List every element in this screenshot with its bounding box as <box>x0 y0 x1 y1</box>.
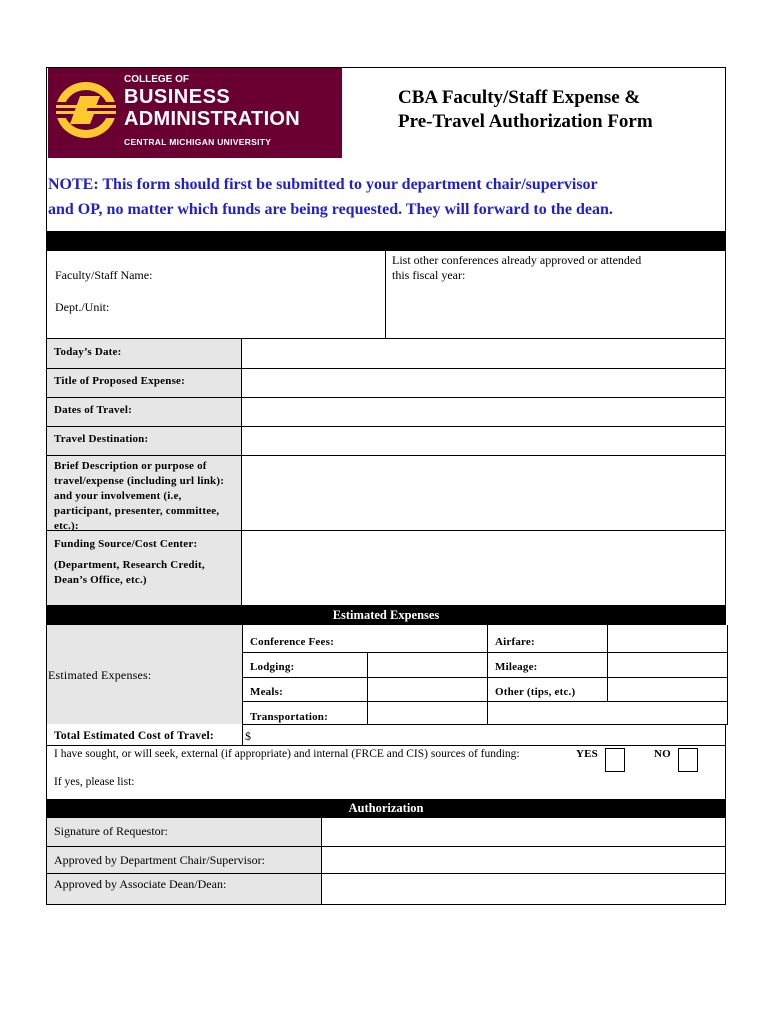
description-field[interactable] <box>243 456 725 529</box>
no-label: NO <box>654 748 671 760</box>
requestor-signature-label: Signature of Requestor: <box>54 824 168 838</box>
logo-business: BUSINESS <box>124 86 231 108</box>
conferences-label: List other conferences already approved or attended this fiscal year: <box>392 253 642 282</box>
section-divider-bar <box>46 231 726 250</box>
authorization-column-divider <box>321 818 322 904</box>
funding-source-label: Funding Source/Cost Center: <box>54 538 198 550</box>
expense-grid-vline <box>487 625 488 724</box>
conference-fees-field[interactable] <box>368 626 486 651</box>
travel-dates-field[interactable] <box>243 398 725 425</box>
logo-administration: ADMINISTRATION <box>124 108 301 130</box>
estimated-expenses-header: Estimated Expenses <box>46 605 726 625</box>
funding-list-field[interactable] <box>150 772 720 794</box>
college-logo <box>48 68 342 158</box>
dean-approval-field[interactable] <box>323 874 725 904</box>
yes-checkbox[interactable] <box>605 748 625 772</box>
cmu-c-logo-icon <box>52 76 120 144</box>
travel-dates-label: Dates of Travel: <box>54 404 132 416</box>
airfare-field[interactable] <box>608 626 726 651</box>
meals-field[interactable] <box>368 678 486 700</box>
funding-question-text: I have sought, or will seek, external (if appropriate) and internal (FRCE and CIS) sources of funding: <box>54 748 520 760</box>
funding-source-field[interactable] <box>243 531 725 605</box>
total-cost-label: Total Estimated Cost of Travel: <box>54 730 214 742</box>
expense-title-field[interactable] <box>243 369 725 396</box>
transportation-label: Transportation: <box>250 711 328 723</box>
travel-destination-field[interactable] <box>243 427 725 454</box>
authorization-header: Authorization <box>46 799 726 818</box>
description-label: Brief Description or purpose of travel/expense (including url link): and your involvement (i.e, participant, presenter, committee, etc.): <box>54 460 225 532</box>
lodging-label: Lodging: <box>250 661 295 673</box>
submission-note <box>48 172 613 222</box>
chair-approval-field[interactable] <box>323 847 725 872</box>
dean-approval-label: Approved by Associate Dean/Dean: <box>54 877 227 891</box>
form-title-line1: CBA Faculty/Staff Expense & <box>398 87 641 108</box>
dept-unit-label: Dept./Unit: <box>55 300 110 314</box>
total-cost-divider <box>242 724 243 745</box>
form-title-line2: Pre-Travel Authorization Form <box>398 111 653 132</box>
mileage-field[interactable] <box>608 653 726 676</box>
total-cost-field[interactable] <box>256 726 486 744</box>
transportation-field[interactable] <box>368 702 486 723</box>
yes-label: YES <box>576 748 598 760</box>
todays-date-field[interactable] <box>243 340 725 367</box>
conference-fees-label: Conference Fees: <box>250 636 334 648</box>
mileage-label: Mileage: <box>495 661 538 673</box>
details-column-divider <box>241 339 242 606</box>
logo-university: CENTRAL MICHIGAN UNIVERSITY <box>124 137 272 147</box>
meals-label: Meals: <box>250 686 283 698</box>
identity-divider <box>385 250 386 339</box>
conferences-field[interactable] <box>392 288 722 334</box>
total-cost-currency: $ <box>245 729 251 743</box>
funding-list-label: If yes, please list: <box>54 776 135 788</box>
logo-college-of: COLLEGE OF <box>124 74 189 85</box>
faculty-name-field[interactable] <box>165 264 380 284</box>
estimated-expenses-label: Estimated Expenses: <box>48 668 152 682</box>
lodging-field[interactable] <box>368 653 486 676</box>
funding-source-example: (Department, Research Credit, Dean’s Office, etc.) <box>54 559 205 586</box>
requestor-signature-field[interactable] <box>323 819 725 845</box>
dept-unit-field[interactable] <box>120 296 380 316</box>
expense-title-label: Title of Proposed Expense: <box>54 375 185 387</box>
faculty-name-label: Faculty/Staff Name: <box>55 268 153 282</box>
other-expenses-label: Other (tips, etc.) <box>495 686 576 698</box>
note-line1: NOTE: This form should first be submitted to your department chair/supervisor <box>48 176 598 193</box>
chair-approval-label: Approved by Department Chair/Supervisor: <box>54 853 265 867</box>
no-checkbox[interactable] <box>678 748 698 772</box>
other-expenses-field[interactable] <box>608 678 726 700</box>
airfare-label: Airfare: <box>495 636 535 648</box>
travel-destination-label: Travel Destination: <box>54 433 149 445</box>
total-row-line <box>46 745 726 746</box>
form-title <box>398 86 653 134</box>
todays-date-label: Today’s Date: <box>54 346 122 358</box>
note-line2: and OP, no matter which funds are being requested. They will forward to the dean. <box>48 201 613 218</box>
